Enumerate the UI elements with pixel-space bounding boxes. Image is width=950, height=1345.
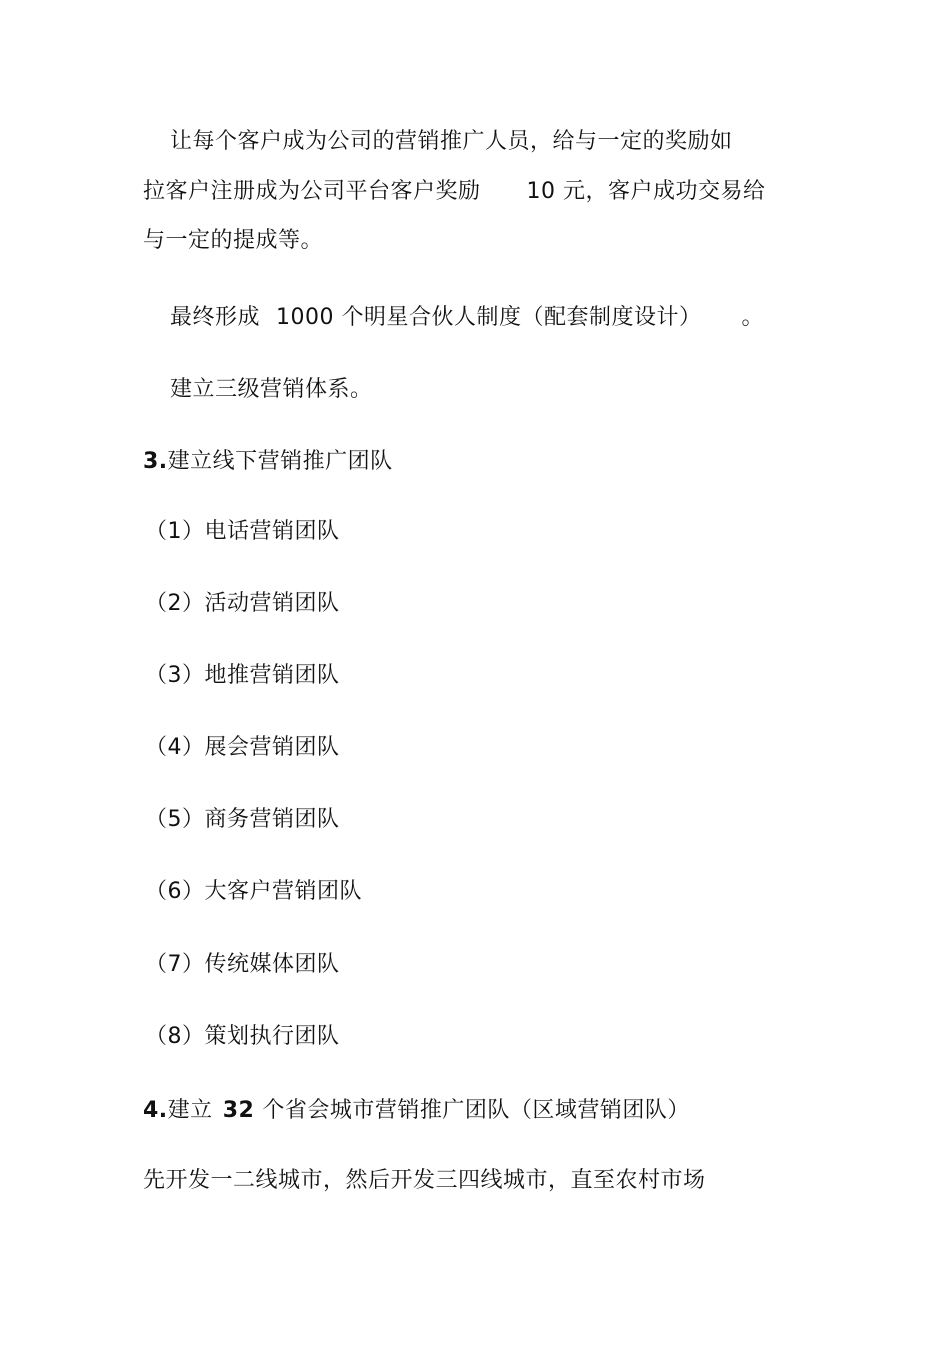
section-3-number: 3. (143, 449, 168, 474)
paragraph-2-text-c: 。 (741, 305, 765, 330)
paragraph-2-text-b: 1000 个明星合伙人制度（配套制度设计） (276, 305, 702, 330)
list-item: （8）策划执行团队 (145, 1024, 340, 1049)
section-3-heading (143, 448, 393, 476)
paragraph-1-line-2 (143, 178, 766, 206)
section-4-body: 先开发一二线城市，然后开发三四线城市，直至农村市场 (143, 1168, 706, 1193)
paragraph-1-line-2-text-b: 10 元，客户成功交易给 (526, 179, 766, 204)
section-4-title-number: 32 (222, 1098, 255, 1123)
section-4-title-b: 个省会城市营销推广团队（区域营销团队） (262, 1098, 690, 1123)
section-4-number: 4. (143, 1098, 168, 1123)
list-item: （2）活动营销团队 (145, 591, 340, 616)
list-item: （6）大客户营销团队 (145, 879, 362, 904)
list-item: （7）传统媒体团队 (145, 952, 340, 977)
paragraph-3: 建立三级营销体系。 (170, 377, 373, 402)
paragraph-1-line-1: 让每个客户成为公司的营销推广人员，给与一定的奖励如 (170, 129, 733, 154)
paragraph-2 (170, 304, 764, 332)
list-item: （4）展会营销团队 (145, 735, 340, 760)
paragraph-1-line-2-text-a: 拉客户注册成为公司平台客户奖励 (143, 179, 481, 204)
list-item: （5）商务营销团队 (145, 807, 340, 832)
section-4-heading (143, 1097, 690, 1125)
section-4-title-a: 建立 (167, 1098, 213, 1123)
paragraph-1-line-3: 与一定的提成等。 (143, 228, 324, 253)
section-3-title: 建立线下营销推广团队 (167, 449, 393, 474)
list-item: （1）电话营销团队 (145, 519, 340, 544)
paragraph-2-text-a: 最终形成 (170, 305, 261, 330)
list-item: （3）地推营销团队 (145, 663, 340, 688)
